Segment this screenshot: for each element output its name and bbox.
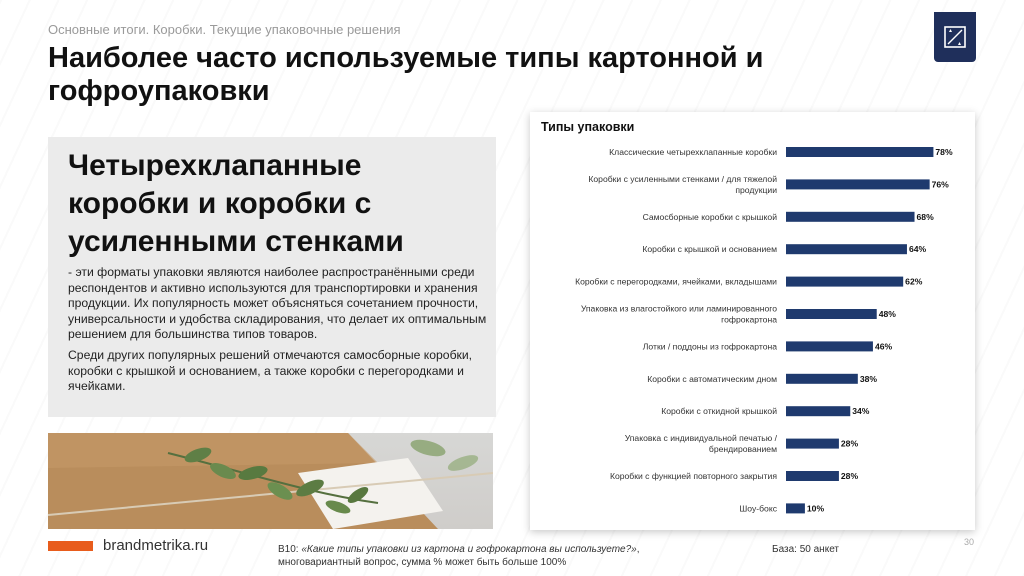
- bar: [786, 147, 933, 157]
- value-label: 38%: [859, 373, 878, 384]
- bar: [786, 277, 903, 287]
- bar: [786, 406, 850, 416]
- category-label: Классические четырехклапанные коробки: [609, 147, 777, 157]
- category-label: Самосборные коробки с крышкой: [642, 211, 777, 222]
- bar: [786, 471, 839, 481]
- bar: [786, 341, 873, 351]
- category-label: Коробки с откидной крышкой: [661, 406, 777, 417]
- value-label: 62%: [905, 276, 923, 287]
- summary-panel: [48, 137, 496, 417]
- value-label: 78%: [935, 147, 953, 157]
- value-label: 68%: [916, 211, 934, 222]
- category-label: Коробки с перегородками, ячейками, вкладышами: [575, 276, 777, 287]
- kraft-box-photo: [48, 433, 493, 529]
- breadcrumb: Основные итоги. Коробки. Текущие упаковочные решения: [48, 22, 401, 37]
- chart-card: [530, 112, 975, 530]
- sample-base: База: 50 анкет: [772, 544, 839, 555]
- category-label: Коробки с автоматическим дном: [647, 373, 777, 384]
- value-label: 34%: [852, 406, 870, 417]
- bar: [786, 309, 877, 319]
- question-note: многовариантный вопрос, сумма % может быть больше 100%: [278, 556, 567, 568]
- question-suffix: ,: [636, 544, 640, 555]
- category-label: Коробки с усиленными стенками / для тяжелой продукции: [588, 173, 777, 195]
- value-label: 28%: [840, 438, 859, 449]
- bar: [786, 439, 839, 449]
- category-label: Лотки / поддоны из гофрокартона: [642, 341, 777, 352]
- bar: [786, 374, 858, 384]
- page-title: Наиболее часто используемые типы картонной и гофроупаковки: [48, 42, 764, 107]
- value-label: 46%: [874, 341, 893, 352]
- question-prefix: B10:: [278, 544, 302, 555]
- bar: [786, 503, 805, 513]
- value-label: 76%: [931, 179, 949, 190]
- accent-bar: [48, 541, 93, 551]
- page-number: 30: [964, 537, 975, 547]
- category-label: Шоу-бокс: [739, 503, 777, 514]
- bar: [786, 212, 915, 222]
- category-label: Упаковка из влагостойкого или ламинированного гофрокартона: [580, 303, 777, 325]
- value-label: 64%: [908, 244, 927, 255]
- chart-title: Типы упаковки: [541, 120, 635, 134]
- summary-headline: Четырехклапанные коробки и коробки с усиленными стенками: [68, 149, 404, 258]
- category-label: Коробки с функцией повторного закрытия: [609, 471, 777, 481]
- brand-logo-icon: [934, 12, 976, 62]
- value-label: 28%: [840, 471, 859, 481]
- bar: [786, 244, 907, 254]
- category-label: Упаковка с индивидуальной печатью / брендированием: [624, 433, 777, 455]
- footer-question-note: [278, 544, 748, 569]
- summary-body: [68, 265, 488, 395]
- category-label: Коробки с крышкой и основанием: [642, 244, 777, 255]
- bar: [786, 179, 930, 189]
- summary-paragraph-1: - эти форматы упаковки являются наиболее распространёнными среди респондентов и активно используются для транспортировки и хранения продукции. Их популярность может объясняться сочетанием прочности, универсальности и удобства складирования, что делает их оптимальным решением для большинства типов товаров.: [68, 265, 487, 342]
- question-text: «Какие типы упаковки из картона и гофрокартона вы используете?»: [301, 544, 637, 555]
- value-label: 10%: [806, 503, 825, 514]
- summary-paragraph-2: Среди других популярных решений отмечаются самосборные коробки, коробки с крышкой и основанием, а также коробки с перегородками и ячейками.: [68, 347, 473, 394]
- bar-chart: [530, 112, 975, 530]
- footer-brand[interactable]: brandmetrika.ru: [103, 537, 209, 554]
- value-label: 48%: [878, 309, 896, 319]
